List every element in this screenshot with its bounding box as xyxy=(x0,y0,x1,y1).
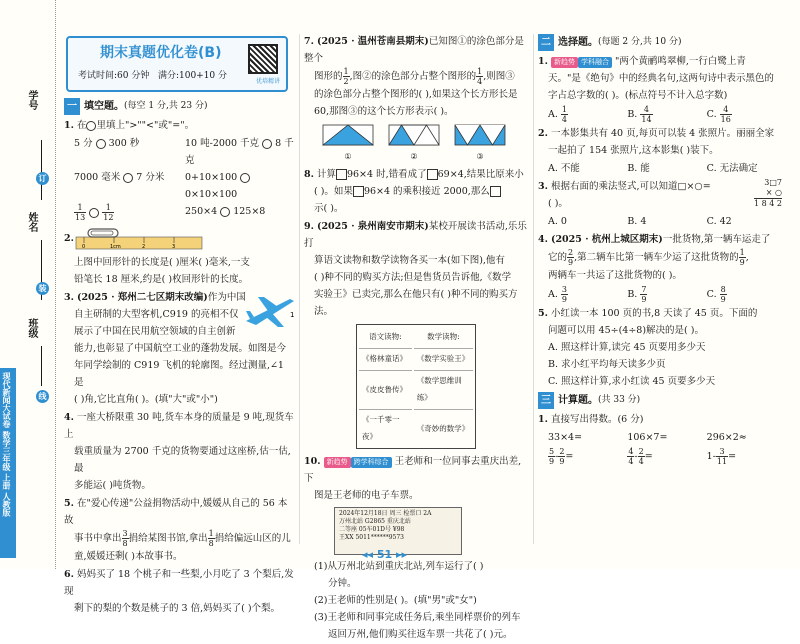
qr-code-icon[interactable] xyxy=(248,44,278,74)
denominator: 2 xyxy=(343,77,349,86)
q-text: (2)王老师的性别是( )。(填"男"或"女") xyxy=(314,595,477,606)
trend-tag: 新趋势 xyxy=(551,57,578,68)
q-text: , xyxy=(745,252,749,263)
ticket-line: 二等座 05车01D号 ¥98 xyxy=(339,526,405,533)
q-num: 4. xyxy=(538,234,548,245)
binding-badge-a: 订 xyxy=(36,172,49,185)
calc-row xyxy=(538,447,786,466)
q-text: 小红读一本 100 页的书,8 天读了 45 页。下面的 xyxy=(550,308,758,319)
choice-5 xyxy=(538,305,786,390)
option-b[interactable]: B. 4 xyxy=(627,216,647,227)
calc-expr: 1- $\frac{3}{11}$ = xyxy=(706,447,737,466)
q-text: 96×4 的乘积接近 2000,那么 xyxy=(363,186,490,197)
shaded-rectangle-icon xyxy=(454,124,506,146)
table-cell: 《奇妙的数学》 xyxy=(414,409,473,446)
expr: 300 秒 xyxy=(108,138,140,149)
section-note: (每空 1 分,共 23 分) xyxy=(124,101,208,111)
denominator: 16 xyxy=(720,115,731,124)
q-text: 60,那图③的这个长方形表示( )。 xyxy=(314,106,454,117)
denominator: 12 xyxy=(103,213,114,222)
q-source: (2025 · 杭州上城区期末) xyxy=(550,234,663,245)
box-blank[interactable] xyxy=(427,169,438,180)
fraction xyxy=(739,248,746,267)
choice-3 xyxy=(538,178,786,230)
class-label: 班级 xyxy=(26,318,37,338)
page-number: ◂◂ 51 ▸▸ xyxy=(362,548,408,561)
expr: 10 吨-2000 千克 xyxy=(185,138,260,149)
choice-1 xyxy=(538,53,786,124)
student-id-line xyxy=(41,140,42,200)
option-a[interactable] xyxy=(548,285,627,304)
fraction xyxy=(122,529,129,548)
question-7 xyxy=(304,33,530,162)
q-num: 5. xyxy=(538,308,548,319)
q-text: 两辆车一共运了这批货物的( )。 xyxy=(548,270,682,281)
option-b[interactable]: B. 能 xyxy=(627,163,650,174)
denominator: 9 xyxy=(739,258,745,267)
column-1 xyxy=(64,96,296,618)
vertical-row: 1 8 4 2 xyxy=(754,199,782,208)
circle-blank[interactable] xyxy=(262,139,272,149)
numerator: 1 xyxy=(477,67,483,76)
trend-tag: 新趋势 xyxy=(324,457,351,468)
ticket-line: 2024年12月18日 周三 检票口 2A xyxy=(339,510,432,517)
expr: 0+10×100 xyxy=(185,172,238,183)
q-text: (1)从万州北站到重庆北站,列车运行了( ) xyxy=(314,561,484,572)
question-3 xyxy=(64,289,296,408)
expr: 7000 毫米 xyxy=(74,172,121,183)
q-text: 童,媛媛还剩( )本故事书。 xyxy=(74,551,183,562)
q-text: 69×4,结果比原来小 xyxy=(437,169,524,180)
options xyxy=(538,105,786,124)
fraction xyxy=(638,447,645,466)
subject-tag: 学科融合 xyxy=(578,57,612,68)
calc-expr: $\frac{5}{9}$ - $\frac{2}{9}$ = xyxy=(549,447,574,466)
q-num: 7. xyxy=(304,36,314,47)
fraction xyxy=(716,447,728,466)
fraction xyxy=(208,529,215,548)
section-title: 计算题。 xyxy=(558,395,598,406)
q1-row xyxy=(64,203,296,222)
figure-label: ① xyxy=(344,152,352,161)
circle-blank[interactable] xyxy=(240,173,250,183)
denominator: 8 xyxy=(208,539,214,548)
q-text: 它的 xyxy=(548,252,568,263)
q-text: 一座大桥限重 30 吨,货车本身的质量是 9 吨,现货车上 xyxy=(64,412,294,440)
q-text: 96×4 时,错看成了 xyxy=(346,169,427,180)
q-text: 剩下的梨的个数是桃子的 3 倍,妈妈买了( )个梨。 xyxy=(74,603,281,614)
ruler-tick-0: 0 xyxy=(81,244,86,250)
q-num: 9. xyxy=(304,221,314,232)
fraction xyxy=(640,285,647,304)
fraction xyxy=(640,105,652,124)
q-text: 展示了中国在民用航空领域的自主创新 xyxy=(74,326,236,337)
q-text: ( )种不同的购买方法;但是售货员告诉他,《数学 xyxy=(314,272,512,283)
q-text: 载重质量为 2700 千克的货物要通过这座桥,估一估,最 xyxy=(74,446,291,474)
q1-row xyxy=(64,169,296,203)
q-text: 多能运( )吨货物。 xyxy=(74,480,151,491)
q-text: 计算 xyxy=(316,169,336,180)
q-num: 10. xyxy=(304,456,321,467)
fraction xyxy=(720,105,732,124)
q-text: 在 xyxy=(76,120,87,131)
book-table xyxy=(356,324,476,449)
q-text: ( )。如果 xyxy=(314,186,353,197)
option-letter: A. xyxy=(548,109,558,120)
q-text: 图形的 xyxy=(314,71,343,82)
denominator: 4 xyxy=(561,115,568,124)
option-c[interactable]: C. 42 xyxy=(706,216,732,227)
box-blank[interactable] xyxy=(336,169,347,180)
figure-1 xyxy=(322,124,374,162)
numerator: 5 xyxy=(549,447,555,456)
ruler-tick-2: 2 xyxy=(141,244,146,250)
expr: 7 分米 xyxy=(136,172,165,183)
column-2 xyxy=(304,32,530,644)
table-header: 语文读物: xyxy=(369,332,402,341)
question-2 xyxy=(64,223,296,253)
circle-blank[interactable] xyxy=(220,207,230,217)
table-cell: 《一千零一夜》 xyxy=(359,409,412,446)
option-letter: B. xyxy=(627,289,638,300)
fraction xyxy=(720,285,727,304)
numerator: 3 xyxy=(122,529,128,538)
options xyxy=(538,285,786,304)
option-c[interactable]: C. 无法确定 xyxy=(706,163,758,174)
spine-band xyxy=(0,368,16,558)
numerator: 1 xyxy=(739,248,745,257)
spine-text: 现代新闻大试卷 数学三年级 上册 人教版 xyxy=(2,372,12,517)
expr: 250×4 xyxy=(185,206,218,217)
denominator: 9 xyxy=(720,295,726,304)
section-title: 填空题。 xyxy=(84,101,124,112)
table-row xyxy=(359,370,473,407)
q-text: 一批货物,第一辆车运走了 xyxy=(662,234,771,245)
q-text: 分钟。 xyxy=(328,578,357,589)
exam-info xyxy=(78,68,227,81)
q-text: 问题可以用 45÷(4÷8)解决的是( )。 xyxy=(548,325,704,336)
question-1 xyxy=(64,117,296,134)
calc-expr: 296×2≈ xyxy=(706,432,747,443)
fraction xyxy=(561,285,568,304)
figure-3 xyxy=(454,124,506,162)
q-num: 1. xyxy=(538,56,548,67)
question-4 xyxy=(64,409,296,494)
q-text: ,第二辆车比第一辆车少运了这批货物的 xyxy=(574,252,739,263)
ruler-tick-3: 3 xyxy=(171,244,176,250)
circle-blank[interactable] xyxy=(89,208,99,218)
calc-expr: 33×4= xyxy=(548,432,583,443)
section-note: (共 33 分) xyxy=(598,395,641,405)
option-letter: A. xyxy=(548,289,558,300)
calc-1 xyxy=(538,411,786,466)
q-num: 8. xyxy=(304,169,314,180)
fraction xyxy=(343,67,350,86)
q-text: 一本影集共有 40 页,每页可以装 4 张照片。丽丽全家 xyxy=(550,128,775,139)
denominator: 9 xyxy=(641,295,647,304)
option-letter: C. xyxy=(706,109,717,120)
denominator: 13 xyxy=(75,213,86,222)
option-b[interactable] xyxy=(627,285,706,304)
q-num: 2. xyxy=(64,232,74,244)
numerator: 2 xyxy=(559,447,565,456)
table-cell: 《皮皮鲁传》 xyxy=(359,370,412,407)
section-num: 二 xyxy=(538,34,554,51)
ruler-with-paperclip-icon xyxy=(74,225,204,251)
header-box xyxy=(66,36,288,92)
expr: 8 千克 xyxy=(185,138,294,166)
q-text: 实验王》已卖完,那么在他只有( )种不同的购买方法。 xyxy=(314,289,518,317)
fraction xyxy=(102,203,114,222)
numerator: 1 xyxy=(561,105,568,114)
section-note: (每题 2 分,共 10 分) xyxy=(598,37,682,47)
q-source: (2025 · 泉州南安市期末) xyxy=(316,221,429,232)
q-text: 返回万州,他们购买往返车票一共花了( )元。 xyxy=(328,629,513,640)
option-a[interactable]: A. 0 xyxy=(548,216,567,227)
binding-margin xyxy=(0,0,62,569)
calc-expr: $\frac{4}{4}$ - $\frac{2}{4}$ = xyxy=(628,447,653,466)
question-9 xyxy=(304,218,530,449)
q-text: 作为中国 xyxy=(207,292,246,303)
numerator: 4 xyxy=(628,447,634,456)
q-text: 某校开展读书活动,乐乐打 xyxy=(304,221,527,249)
box-blank[interactable] xyxy=(353,186,364,197)
choice-2 xyxy=(538,125,786,177)
q-text: 示( )。 xyxy=(314,203,344,214)
denominator: 14 xyxy=(641,115,652,124)
q-source: (2025 · 温州苍南县期末) xyxy=(316,36,429,47)
page-number-value: 51 xyxy=(376,548,393,561)
q-num: 6. xyxy=(64,569,74,580)
option-c[interactable]: C. 照这样计算,求小红读 45 页要多少天 xyxy=(548,376,716,387)
numerator: 3 xyxy=(561,285,568,294)
section-fill-in xyxy=(64,98,296,115)
q-text: ( )。 xyxy=(548,198,568,209)
table-cell: 《数学实验王》 xyxy=(414,348,473,368)
name-label: 姓名 xyxy=(26,212,37,232)
q-text: 铅笔长 18 厘米,约是( )枚回形针的长度。 xyxy=(74,274,249,285)
q-text: 事书中拿出 xyxy=(74,533,122,544)
page-title: 期末真题优化卷(B) xyxy=(100,45,222,61)
cut-line xyxy=(55,0,56,569)
fraction xyxy=(558,447,565,466)
table-cell: 《数学思维训练》 xyxy=(414,370,473,407)
q-text: 上图中回形针的长度是( )厘米( )毫米,一支 xyxy=(74,257,250,268)
q-num: 3. xyxy=(538,181,548,192)
options xyxy=(538,160,786,177)
table-cell: 《格林童话》 xyxy=(359,348,412,368)
q-text: 在"爱心传递"公益捐物活动中,媛媛从自己的 56 本故 xyxy=(64,498,288,526)
q-text: 算语文读物和数学读物各买一本(如下图),他有 xyxy=(314,255,505,266)
q-text: 天。"是《绝句》中的经典名句,这两句诗中表示黑色的 xyxy=(548,73,774,84)
question-5 xyxy=(64,495,296,565)
q-text: 妈妈买了 18 个桃子和一些梨,小月吃了 3 个梨后,发现 xyxy=(64,569,294,597)
numerator: 8 xyxy=(720,285,726,294)
section-num: 三 xyxy=(538,392,554,409)
binding-badge-b: 装 xyxy=(36,282,49,295)
table-row xyxy=(359,348,473,368)
full-score: 满分:100+10 分 xyxy=(157,71,228,81)
q-text: (3)王老师和同事完成任务后,乘坐同样票价的列车 xyxy=(314,612,521,623)
q-text: 能力,也彰显了中国航空工业的蓬勃发展。如图是今 xyxy=(74,343,287,354)
figure-label: ② xyxy=(410,152,418,161)
denominator: 4 xyxy=(628,457,634,466)
q-text: 字占总字数的( )。(标点符号不计入总字数) xyxy=(548,90,728,101)
q-text: 自主研制的大型客机,C919 的亮相不仅 xyxy=(74,309,239,320)
option-a[interactable] xyxy=(548,105,627,124)
denominator: 8 xyxy=(122,539,128,548)
shape-figures xyxy=(322,124,530,162)
section-calculation xyxy=(538,392,786,409)
numerator: 2 xyxy=(568,248,574,257)
q-text: "两个黄鹂鸣翠柳,一行白鹭上青 xyxy=(614,56,746,67)
box-blank[interactable] xyxy=(490,186,501,197)
fraction xyxy=(561,105,568,124)
denominator: 4 xyxy=(477,77,483,86)
calc-part: 1- xyxy=(706,451,716,462)
question-6 xyxy=(64,566,296,617)
numerator: 1 xyxy=(208,529,214,538)
column-divider xyxy=(299,34,300,544)
option-letter: C. xyxy=(706,289,717,300)
numerator: 3 xyxy=(716,447,728,457)
circle-blank[interactable] xyxy=(123,173,133,183)
figure-2 xyxy=(388,124,440,162)
numerator: 1 xyxy=(343,67,349,76)
table-header: 数学读物: xyxy=(427,332,460,341)
vertical-row: 3□7 xyxy=(764,178,782,187)
q-num: 1. xyxy=(538,414,548,425)
q-text: 年同学绘制的 C919 飞机的轮廓图。经过测量,∠1 是 xyxy=(74,360,284,388)
option-b[interactable] xyxy=(627,105,706,124)
question-8 xyxy=(304,166,530,217)
choice-4 xyxy=(538,231,786,304)
class-line xyxy=(41,346,42,386)
figure-label: ③ xyxy=(476,152,484,161)
q-text: 已知图①的涂色部分是整个 xyxy=(304,36,524,64)
denominator: 9 xyxy=(559,457,565,466)
vertical-multiplication xyxy=(754,178,782,209)
q-text: ,则图③ xyxy=(483,71,515,82)
denominator: 9 xyxy=(568,258,574,267)
denominator: 4 xyxy=(638,457,644,466)
section-choice xyxy=(538,34,786,51)
option-a[interactable]: A. 不能 xyxy=(548,163,580,174)
question-10 xyxy=(304,453,530,643)
circle-blank[interactable] xyxy=(86,121,96,131)
q-text: 捐给某图书馆,拿出 xyxy=(128,533,208,544)
q-text: 捐给偏远山区的儿 xyxy=(214,533,291,544)
denominator: 11 xyxy=(716,457,728,466)
q-source: (2025 · 郑州二七区期末改编) xyxy=(76,292,208,303)
vertical-row: × ○ xyxy=(754,188,782,199)
denominator: 9 xyxy=(549,457,555,466)
options xyxy=(538,213,786,230)
q-text: 一起拍了 154 张照片,这本影集( )装下。 xyxy=(548,145,719,156)
q-text: 里填上">""<"或"="。 xyxy=(96,120,195,131)
q-text: ( )角,它比直角( )。(填"大"或"小") xyxy=(74,394,218,405)
numerator: 1 xyxy=(102,203,114,213)
shaded-rectangle-icon xyxy=(322,124,374,146)
q-text: 的涂色部分占整个图形的( ),如果这个长方形长是 xyxy=(314,89,518,100)
ruler-tick-1: 1cm xyxy=(109,244,121,250)
denominator: 9 xyxy=(561,295,568,304)
q-text: 直接写出得数。(6 分) xyxy=(550,414,644,425)
student-id-label: 学号 xyxy=(26,90,37,110)
option-c[interactable] xyxy=(707,285,786,304)
binding-badge-c: 线 xyxy=(36,390,49,403)
column-divider xyxy=(533,34,534,544)
q-text: ,图②的涂色部分占整个图形的 xyxy=(349,71,477,82)
q1-row xyxy=(64,135,296,169)
option-c[interactable] xyxy=(707,105,786,124)
q-num: 4. xyxy=(64,412,74,423)
q-text: 图是王老师的电子车票。 xyxy=(314,490,419,501)
q-num: 2. xyxy=(538,128,548,139)
numerator: 4 xyxy=(640,105,652,115)
numerator: 7 xyxy=(641,285,647,294)
numerator: 2 xyxy=(638,447,644,456)
q-num: 3. xyxy=(64,292,74,303)
numerator: 1 xyxy=(74,203,86,213)
q-num: 5. xyxy=(64,498,74,509)
q-text: 根据右面的乘法竖式,可以知道□×○= xyxy=(550,181,711,192)
expr: 0×10×100 xyxy=(185,189,238,200)
section-num: 一 xyxy=(64,98,80,115)
calc-row xyxy=(538,429,786,446)
circle-blank[interactable] xyxy=(96,139,106,149)
column-3 xyxy=(538,32,786,467)
airplane-icon xyxy=(242,291,298,335)
qr-label: 优培精讲 xyxy=(255,78,280,85)
section-title: 选择题。 xyxy=(558,37,598,48)
option-a[interactable]: A. 照这样计算,读完 45 页要用多少天 xyxy=(548,342,706,353)
option-b[interactable]: B. 求小红平均每天读多少页 xyxy=(548,359,666,370)
calc-expr: 106×7= xyxy=(627,432,668,443)
ticket-line: 万州北站 G2865 重庆北站 xyxy=(339,518,411,525)
fraction xyxy=(627,447,634,466)
q2-text xyxy=(64,254,296,288)
shaded-rectangle-icon xyxy=(388,124,440,146)
option-letter: B. xyxy=(627,109,638,120)
q-num: 1. xyxy=(64,120,74,131)
ticket-line: 王XX 5011******9573 xyxy=(339,534,404,541)
expr: 125×8 xyxy=(233,206,266,217)
table-row xyxy=(359,409,473,446)
fraction xyxy=(548,447,555,466)
angle-label: 1 xyxy=(290,311,295,319)
subject-tag: 跨学科综合 xyxy=(351,457,392,468)
expr: 5 分 xyxy=(74,138,93,149)
fraction xyxy=(74,203,86,222)
numerator: 4 xyxy=(720,105,732,115)
exam-time: 考试时间:60 分钟 xyxy=(78,71,150,81)
q-text: 王老师和一位同事去重庆出差,下 xyxy=(304,456,522,484)
